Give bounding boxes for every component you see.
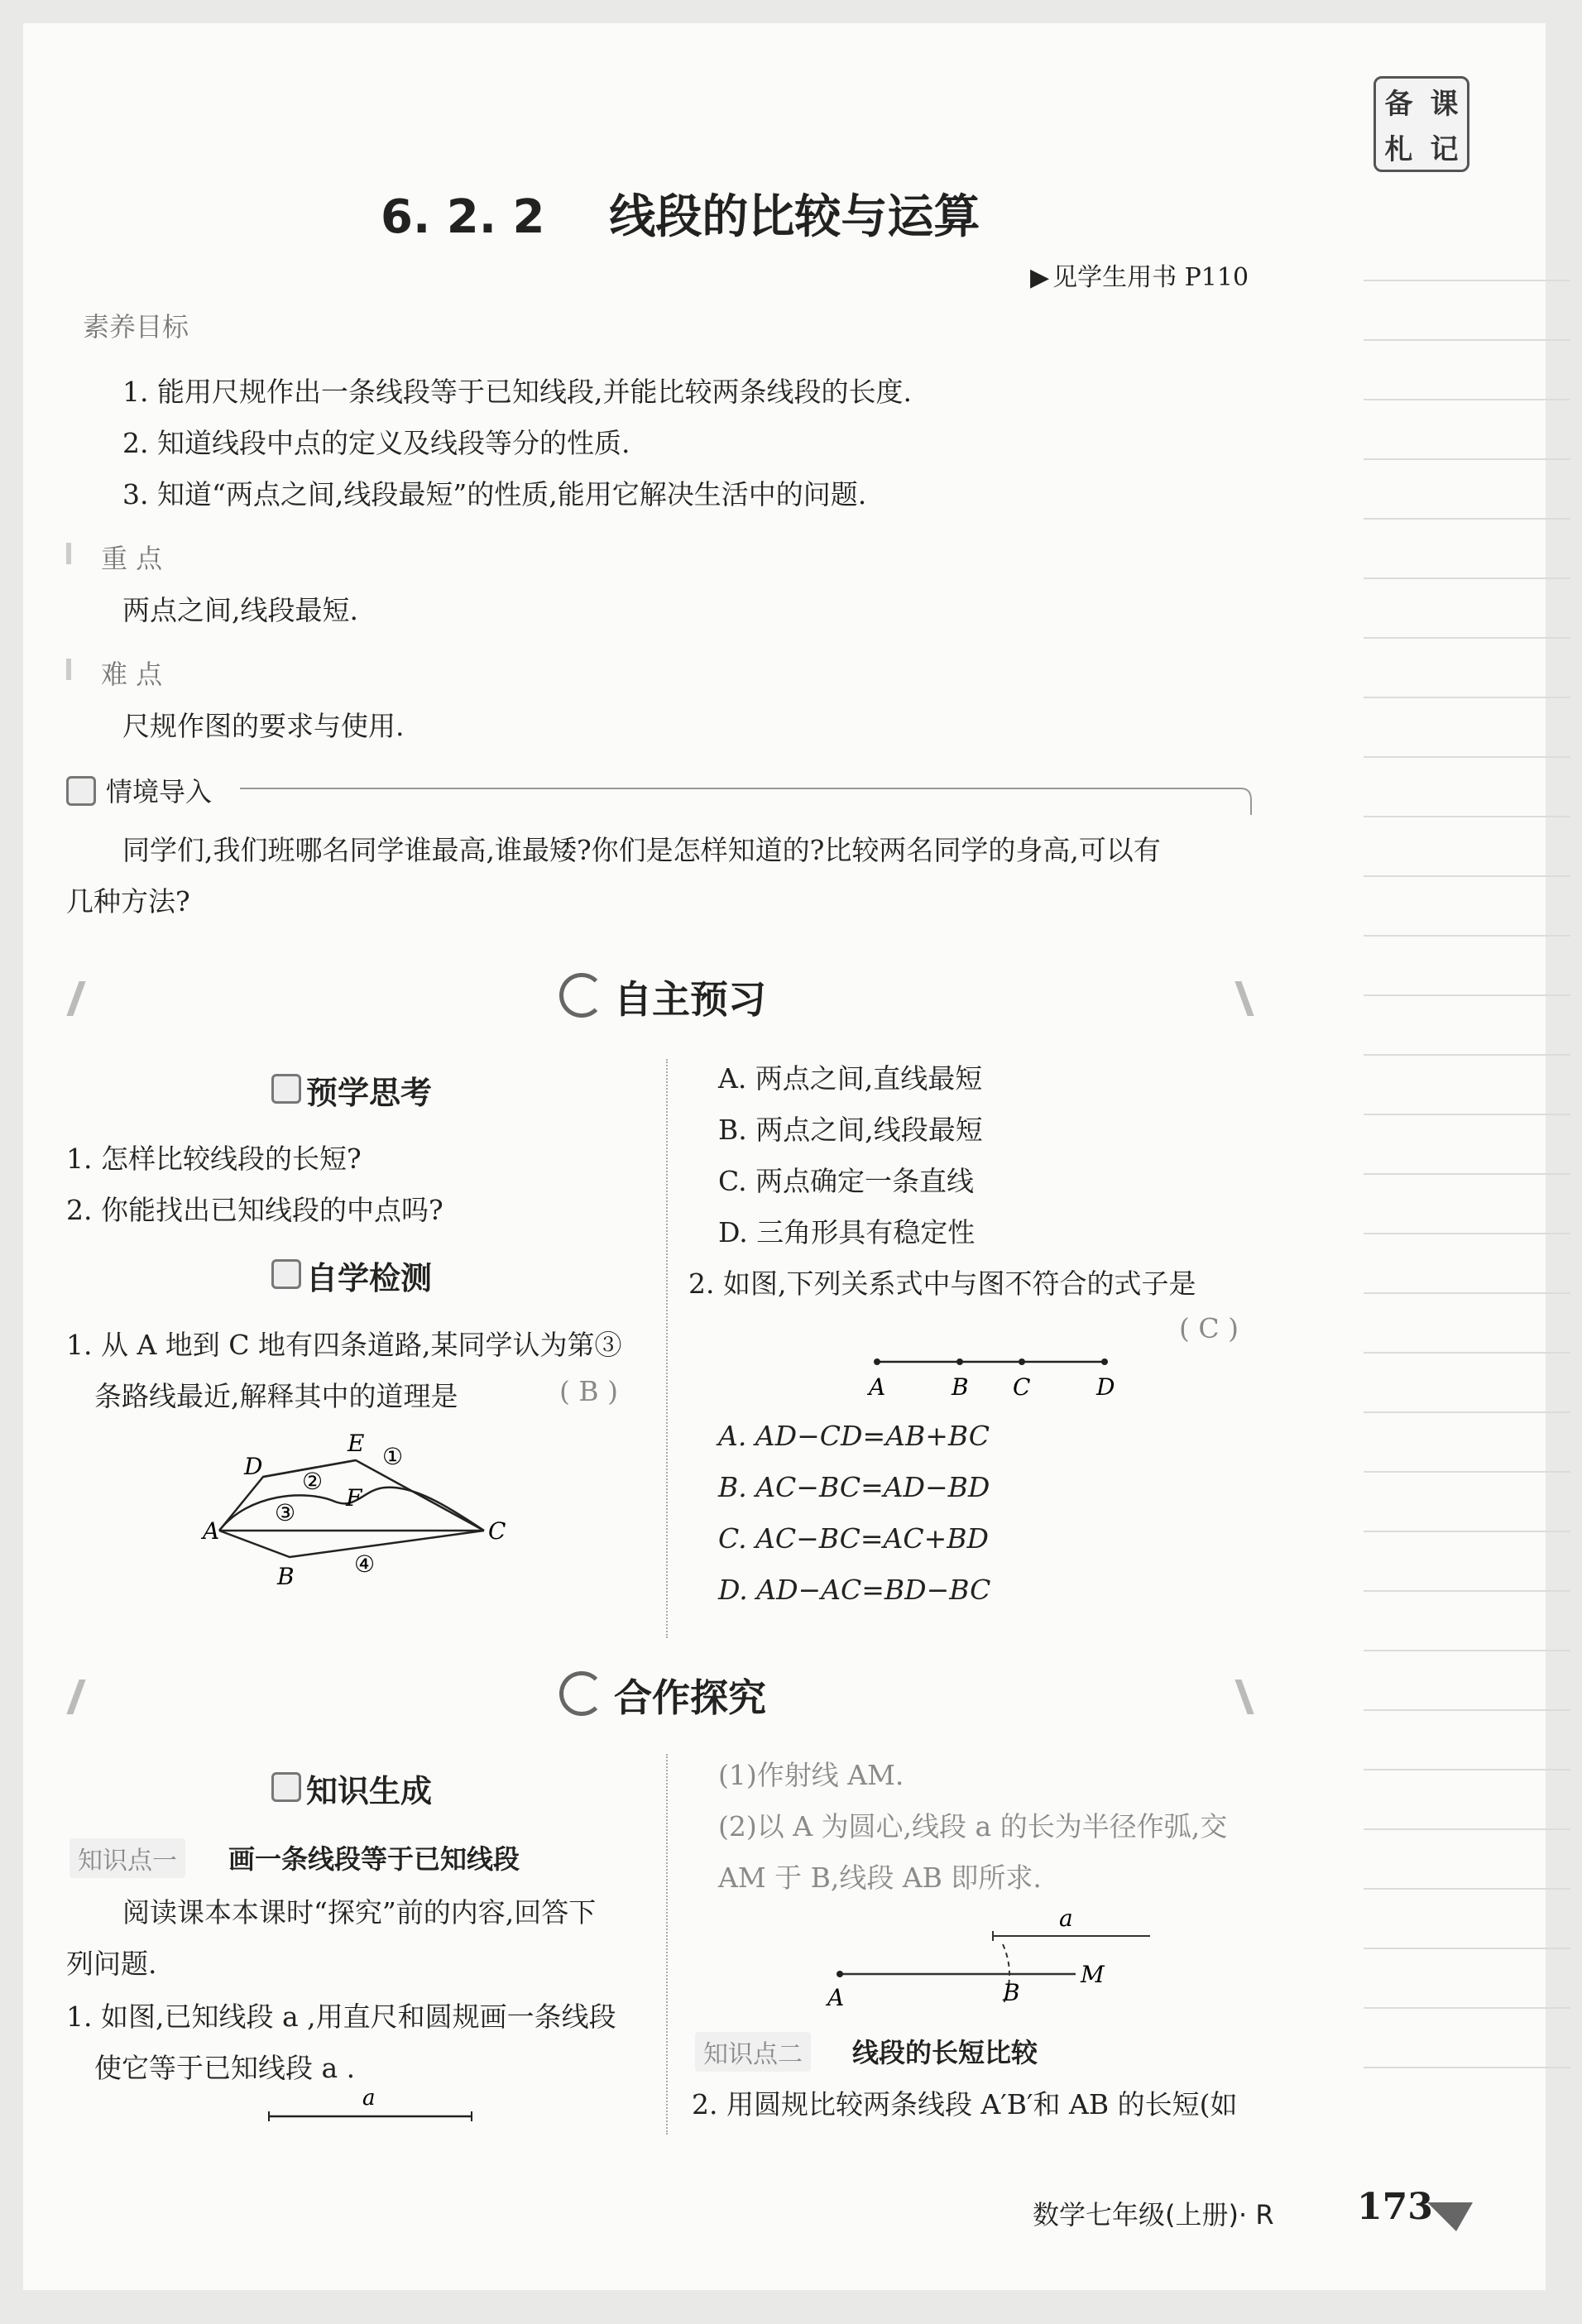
goal-item: 3. 知道“两点之间,线段最短”的性质,能用它解决生活中的问题.: [122, 478, 867, 510]
notes-column: [1364, 222, 1570, 2125]
stamp-char: 备: [1384, 88, 1413, 121]
question-1-cont: 条路线最近,解释其中的道理是: [94, 1380, 458, 1412]
intro-icon: [66, 776, 96, 806]
exercise-1-cont: 使它等于已知线段 a .: [94, 2052, 356, 2084]
exercise-2: 2. 用圆规比较两条线段 A′B′和 AB 的长短(如: [692, 2088, 1238, 2120]
book-name: 数学七年级(上册)· R: [1033, 2199, 1274, 2231]
route-4-label: ④: [354, 1550, 376, 1578]
stamp-char: 记: [1430, 133, 1459, 166]
corner-decoration: [1423, 2186, 1481, 2235]
label-E: E: [348, 1430, 365, 1457]
q2-option: D. AD−AC=BD−BC: [718, 1574, 991, 1606]
knowledge-heading: 知识生成: [306, 1773, 433, 1809]
question-2: 2. 如图,下列关系式中与图不符合的式子是: [688, 1267, 1196, 1300]
exercise-1: 1. 如图,已知线段 a ,用直尺和圆规画一条线段: [66, 2001, 616, 2033]
intro-rule: [240, 782, 1258, 815]
check-heading: 自学检测: [306, 1260, 433, 1296]
q1-option: B. 两点之间,线段最短: [718, 1114, 983, 1146]
section-marker: [66, 659, 71, 680]
q1-option: C. 两点确定一条直线: [718, 1165, 975, 1197]
page-number: 173: [1357, 2186, 1433, 2228]
q1-option: D. 三角形具有稳定性: [718, 1216, 976, 1248]
intro-heading: 情境导入: [106, 776, 213, 807]
check-icon: [271, 1259, 301, 1289]
explore-banner-icon: [559, 1671, 604, 1716]
book-reference: ▶ 见学生用书 P110: [1030, 256, 1249, 293]
kp2-title: 线段的长短比较: [852, 2037, 1038, 2068]
key-heading: 重 点: [101, 543, 163, 574]
preview-banner: 自主预习: [614, 977, 766, 1022]
construct-B-label: B: [1003, 1979, 1020, 2006]
construction-step-2: (2)以 A 为圆心,线段 a 的长为半径作弧,交: [718, 1810, 1228, 1842]
goals-heading: 素养目标: [83, 311, 189, 343]
route-3-label: ③: [275, 1499, 296, 1526]
book-icon: [271, 1074, 301, 1104]
difficulty-heading: 难 点: [101, 659, 163, 690]
q2-option: C. AC−BC=AC+BD: [718, 1522, 989, 1555]
routes-figure: [190, 1423, 521, 1597]
point-B: B: [952, 1373, 969, 1401]
route-2-label: ②: [302, 1468, 324, 1495]
label-A: A: [203, 1517, 220, 1545]
goal-item: 2. 知道线段中点的定义及线段等分的性质.: [122, 427, 630, 459]
label-B: B: [277, 1563, 295, 1590]
construct-a-label: a: [1059, 1905, 1073, 1932]
column-divider: [666, 1754, 668, 2135]
kp1-title: 画一条线段等于已知线段: [228, 1843, 520, 1875]
stamp-char: 课: [1430, 88, 1459, 121]
key-text: 两点之间,线段最短.: [122, 594, 358, 626]
label-D: D: [244, 1453, 263, 1480]
read-line: 列问题.: [66, 1948, 157, 1980]
page-title: 6. 2. 2 线段的比较与运算: [381, 190, 980, 244]
goal-item: 1. 能用尺规作出一条线段等于已知线段,并能比较两条线段的长度.: [122, 376, 912, 408]
stamp-char: 札: [1384, 133, 1413, 166]
question-1: 1. 从 A 地到 C 地有四条道路,某同学认为第③: [66, 1329, 622, 1361]
segment-figure: [852, 1349, 1125, 1406]
notes-stamp: [1373, 76, 1469, 172]
kp1-tag: 知识点一: [70, 1838, 185, 1878]
answer-2: ( C ): [1179, 1312, 1239, 1344]
q2-option: B. AC−BC=AD−BD: [718, 1471, 990, 1503]
think-heading: 预学思考: [306, 1075, 433, 1111]
q2-option: A. AD−CD=AB+BC: [718, 1420, 990, 1452]
construct-M-label: M: [1081, 1961, 1105, 1988]
kp2-tag: 知识点二: [695, 2032, 811, 2072]
intro-line: 几种方法?: [66, 885, 190, 918]
label-F: F: [346, 1484, 362, 1512]
preview-banner-icon: [559, 973, 604, 1018]
read-line: 阅读课本本课时“探究”前的内容,回答下: [122, 1896, 597, 1929]
route-1-label: ①: [382, 1443, 404, 1470]
column-divider: [666, 1059, 668, 1638]
point-D: D: [1096, 1373, 1115, 1401]
point-C: C: [1013, 1373, 1031, 1401]
given-segment-a: [265, 2085, 480, 2126]
answer-1: ( B ): [559, 1375, 618, 1407]
label-C: C: [488, 1517, 506, 1545]
difficulty-text: 尺规作图的要求与使用.: [122, 710, 405, 742]
construction-figure: [819, 1903, 1150, 2010]
segment-a-label: a: [362, 2086, 376, 2111]
think-item: 1. 怎样比较线段的长短?: [66, 1143, 362, 1175]
construct-A-label: A: [827, 1984, 845, 2010]
construction-step-2-cont: AM 于 B,线段 AB 即所求.: [718, 1862, 1042, 1894]
point-A: A: [869, 1373, 886, 1401]
think-item: 2. 你能找出已知线段的中点吗?: [66, 1194, 443, 1226]
knowledge-icon: [271, 1772, 301, 1802]
construction-step-1: (1)作射线 AM.: [718, 1759, 904, 1791]
q1-option: A. 两点之间,直线最短: [718, 1062, 983, 1095]
intro-line: 同学们,我们班哪名同学谁最高,谁最矮?你们是怎样知道的?比较两名同学的身高,可以有: [122, 834, 1161, 866]
explore-banner: 合作探究: [614, 1675, 766, 1720]
section-marker: [66, 543, 71, 564]
